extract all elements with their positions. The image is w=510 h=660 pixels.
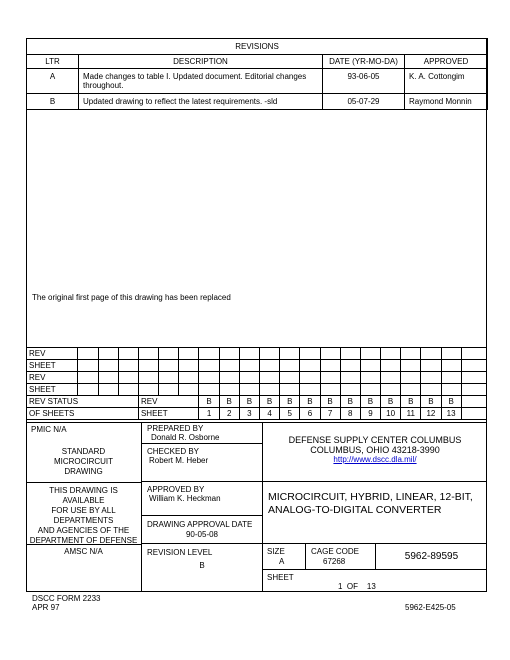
revision-description: Updated drawing to reflect the latest requirements. -sld [79, 94, 323, 110]
status-grid-value: B [320, 396, 340, 408]
approval-date-box [141, 516, 262, 544]
status-grid-cell [98, 348, 118, 360]
status-grid-cell [239, 372, 259, 384]
status-grid-cell [441, 384, 461, 396]
status-grid-label: REV [27, 348, 78, 360]
title-block-top-rule [26, 422, 487, 423]
document-id: 5962-E425-05 [405, 603, 456, 612]
status-grid-cell [360, 348, 380, 360]
status-grid-cell [280, 384, 300, 396]
status-grid-cell [78, 348, 98, 360]
status-grid-label: SHEET [27, 360, 78, 372]
status-grid-value: 3 [239, 408, 259, 420]
cage-code-box [305, 544, 375, 570]
status-grid-value: B [300, 396, 320, 408]
status-grid-row [27, 372, 487, 384]
revision-row [27, 94, 488, 110]
col-header-description: DESCRIPTION [79, 55, 323, 69]
status-grid-value: 9 [360, 408, 380, 420]
status-grid-cell [259, 384, 279, 396]
status-grid-cell [138, 348, 158, 360]
status-grid-cell [179, 360, 199, 372]
approved-by-label: APPROVED BY [147, 485, 205, 494]
sheet-of-value: 1 OF 13 [338, 582, 376, 591]
status-grid-label: REV [27, 372, 78, 384]
availability-line: DEPARTMENTS [53, 516, 114, 525]
sheet-box [262, 570, 487, 592]
status-grid-cell [239, 348, 259, 360]
status-grid-value: 11 [401, 408, 421, 420]
status-grid-cell [401, 360, 421, 372]
status-grid-value: B [239, 396, 259, 408]
status-grid-cell [401, 384, 421, 396]
left-column-rule [26, 482, 141, 483]
status-grid-cell [340, 372, 360, 384]
cage-code-label: CAGE CODE [311, 547, 360, 556]
status-grid-row [27, 348, 487, 360]
status-grid-cell [340, 384, 360, 396]
status-grid-value: 4 [259, 408, 279, 420]
col-header-date: DATE (YR-MO-DA) [323, 55, 405, 69]
availability-line: DEPARTMENT OF DEFENSE [29, 536, 138, 545]
status-grid-cell [421, 384, 441, 396]
drawing-title-box [262, 482, 487, 544]
status-grid-value: B [381, 396, 401, 408]
status-grid-cell [360, 384, 380, 396]
status-grid-cell [78, 384, 98, 396]
status-grid-cell [340, 348, 360, 360]
status-grid-value: B [219, 396, 239, 408]
status-grid-value: 7 [320, 408, 340, 420]
approval-date-label: DRAWING APPROVAL DATE [147, 520, 253, 529]
availability-line: FOR USE BY ALL [51, 506, 116, 515]
status-grid-value: B [441, 396, 461, 408]
status-grid-cell [219, 384, 239, 396]
left-column-rule [26, 544, 141, 545]
size-box [262, 544, 305, 570]
status-grid-cell [118, 384, 138, 396]
status-grid-value: B [259, 396, 279, 408]
pmic-label: PMIC N/A [31, 425, 67, 434]
status-grid-cell [401, 372, 421, 384]
status-grid-cell [320, 360, 340, 372]
size-value: A [279, 557, 285, 566]
status-grid-cell [78, 360, 98, 372]
status-grid-cell [280, 360, 300, 372]
availability-note [26, 486, 141, 546]
status-grid-value: B [360, 396, 380, 408]
status-grid-cell [98, 360, 118, 372]
form-number: DSCC FORM 2233 [32, 594, 101, 603]
revision-date: 93-06-05 [323, 69, 405, 94]
status-grid-label: OF SHEETS [27, 408, 139, 420]
status-grid-cell [239, 384, 259, 396]
standard-line: DRAWING [64, 467, 103, 476]
status-grid-value: 1 [199, 408, 219, 420]
status-grid-cell [219, 360, 239, 372]
drawing-title-line: ANALOG-TO-DIGITAL CONVERTER [268, 504, 442, 516]
status-grid-value: 12 [421, 408, 441, 420]
approved-by-box [141, 482, 262, 516]
availability-line: AND AGENCIES OF THE [37, 526, 130, 535]
status-grid-cell [300, 384, 320, 396]
standard-line: STANDARD [61, 447, 106, 456]
prepared-by-label: PREPARED BY [147, 424, 204, 433]
status-grid-cell [320, 372, 340, 384]
revision-date: 05-07-29 [323, 94, 405, 110]
status-grid-cell [159, 360, 179, 372]
status-grid-cell [98, 372, 118, 384]
status-grid-cell [441, 372, 461, 384]
checked-by-box [141, 444, 262, 482]
revision-level-box [141, 544, 262, 592]
status-grid-cell [259, 360, 279, 372]
status-grid-cell [461, 384, 486, 396]
status-grid-cell [118, 348, 138, 360]
status-grid-value: B [280, 396, 300, 408]
rev-status-row [27, 396, 487, 408]
col-header-ltr: LTR [27, 55, 79, 69]
status-grid-value: 13 [441, 408, 461, 420]
status-grid-value: B [199, 396, 219, 408]
revision-approved: Raymond Monnin [405, 94, 488, 110]
status-grid-cell [461, 396, 486, 408]
status-grid-cell [441, 360, 461, 372]
revisions-table [26, 38, 488, 110]
status-grid-cell [159, 348, 179, 360]
status-grid-cell [219, 348, 239, 360]
form-footer [32, 594, 100, 612]
prepared-by-box [141, 422, 262, 444]
status-grid-cell [421, 372, 441, 384]
rev-status-grid [26, 347, 487, 420]
revision-level-value: B [199, 561, 205, 570]
status-grid-cell [421, 360, 441, 372]
status-grid-row [27, 384, 487, 396]
status-grid-cell [441, 348, 461, 360]
status-grid-sublabel: REV [138, 396, 199, 408]
status-grid-cell [360, 372, 380, 384]
revisions-title: REVISIONS [27, 39, 488, 55]
status-grid-cell [461, 360, 486, 372]
revision-ltr: A [27, 69, 79, 94]
status-grid-cell [199, 360, 219, 372]
status-grid-value: B [340, 396, 360, 408]
status-grid-cell [381, 372, 401, 384]
amsc-label: AMSC N/A [64, 547, 103, 556]
status-grid-sublabel: SHEET [138, 408, 199, 420]
cage-code-value: 67268 [323, 557, 346, 566]
status-grid-value: 10 [381, 408, 401, 420]
availability-line: THIS DRAWING IS [49, 486, 118, 495]
status-grid-cell [179, 384, 199, 396]
sheet-label: SHEET [267, 573, 294, 582]
status-grid-cell [239, 360, 259, 372]
status-grid-cell [300, 348, 320, 360]
status-grid-cell [118, 360, 138, 372]
status-grid-cell [280, 372, 300, 384]
revision-approved: K. A. Cottongim [405, 69, 488, 94]
status-grid-cell [360, 360, 380, 372]
status-grid-cell [259, 372, 279, 384]
status-grid-cell [421, 348, 441, 360]
status-grid-cell [320, 384, 340, 396]
status-grid-value: 5 [280, 408, 300, 420]
status-grid-cell [320, 348, 340, 360]
status-grid-cell [159, 372, 179, 384]
dscc-box [262, 422, 487, 482]
dscc-address: COLUMBUS, OHIO 43218-3990 [310, 445, 440, 455]
status-grid-cell [259, 348, 279, 360]
revision-description: Made changes to table I. Updated document. Editorial changes throughout. [79, 69, 323, 94]
status-grid-cell [138, 384, 158, 396]
status-grid-cell [401, 348, 421, 360]
status-grid-cell [199, 372, 219, 384]
status-grid-cell [300, 360, 320, 372]
status-grid-cell [461, 348, 486, 360]
approval-date-value: 90-05-08 [185, 530, 219, 539]
revision-level-label: REVISION LEVEL [147, 548, 213, 557]
drawing-title-line: MICROCIRCUIT, HYBRID, LINEAR, 12-BIT, [268, 491, 473, 503]
document-number: 5962-89595 [375, 544, 487, 570]
status-grid-cell [280, 348, 300, 360]
status-grid-cell [159, 384, 179, 396]
status-grid-cell [199, 384, 219, 396]
status-grid-cell [340, 360, 360, 372]
status-grid-cell [381, 360, 401, 372]
status-grid-cell [78, 372, 98, 384]
checked-by-name: Robert M. Heber [149, 456, 209, 465]
dscc-name: DEFENSE SUPPLY CENTER COLUMBUS [288, 435, 462, 445]
prepared-by-name: Donald R. Osborne [151, 433, 220, 442]
status-grid-cell [199, 348, 219, 360]
status-grid-cell [179, 348, 199, 360]
status-grid-label: SHEET [27, 384, 78, 396]
replaced-note: The original first page of this drawing has been replaced [32, 293, 231, 302]
revision-row [27, 69, 488, 94]
status-grid-cell [98, 384, 118, 396]
status-grid-cell [219, 372, 239, 384]
status-grid-cell [300, 372, 320, 384]
status-grid-value: B [421, 396, 441, 408]
status-grid-cell [461, 372, 486, 384]
form-date: APR 97 [32, 603, 60, 612]
status-grid-cell [138, 360, 158, 372]
status-grid-row [27, 360, 487, 372]
checked-by-label: CHECKED BY [147, 447, 200, 456]
col-header-approved: APPROVED [405, 55, 488, 69]
status-grid-label: REV STATUS [27, 396, 139, 408]
status-grid-value: 8 [340, 408, 360, 420]
size-label: SIZE [267, 547, 285, 556]
status-grid-value: 6 [300, 408, 320, 420]
status-grid-cell [179, 372, 199, 384]
revision-ltr: B [27, 94, 79, 110]
status-grid-value: B [401, 396, 421, 408]
status-grid-cell [381, 384, 401, 396]
dscc-url-link[interactable]: http://www.dscc.dla.mil/ [333, 455, 417, 464]
status-grid-cell [461, 408, 486, 420]
of-sheets-row [27, 408, 487, 420]
standard-line: MICROCIRCUIT [53, 457, 114, 466]
status-grid-cell [381, 348, 401, 360]
status-grid-cell [118, 372, 138, 384]
standard-drawing-heading [26, 447, 141, 477]
approved-by-name: William K. Heckman [149, 494, 221, 503]
availability-line: AVAILABLE [62, 496, 105, 505]
status-grid-value: 2 [219, 408, 239, 420]
status-grid-cell [138, 372, 158, 384]
